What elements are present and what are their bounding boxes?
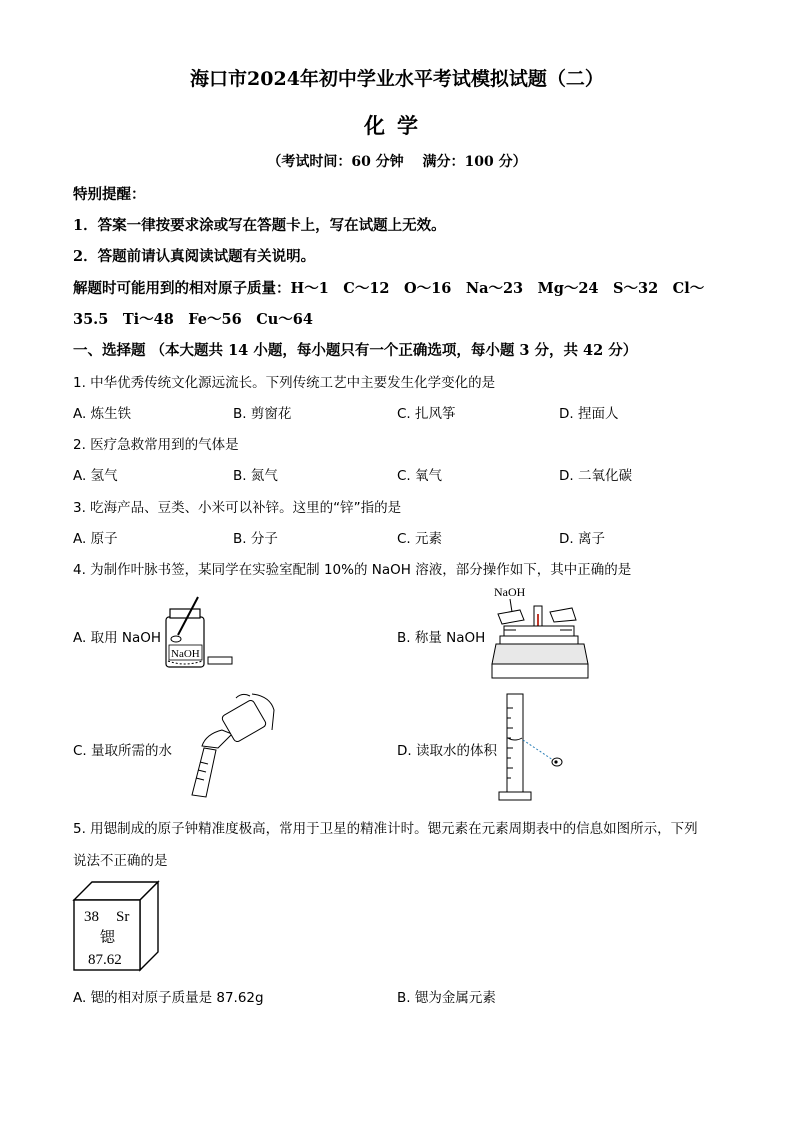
q4-option-d[interactable]: D. 读取水的体积: [397, 743, 497, 759]
atomic-mass-line-1: 解题时可能用到的相对原子质量：H～1 C～12 O～16 Na～23 Mg～24 S～32 Cl～: [73, 280, 705, 297]
element-name: 锶: [100, 930, 116, 946]
reagent-jar-illustration: [160, 595, 240, 677]
element-number: 38: [84, 909, 99, 925]
q3-option-b[interactable]: B. 分子: [233, 531, 278, 547]
pour-water-illustration: [182, 690, 282, 800]
atomic-mass-line-2: 35.5 Ti～48 Fe～56 Cu～64: [73, 311, 313, 328]
q2-option-c[interactable]: C. 氧气: [397, 468, 443, 484]
q1-option-d[interactable]: D. 捏面人: [559, 406, 619, 422]
q4-option-c[interactable]: C. 量取所需的水: [73, 743, 173, 759]
q3-option-c[interactable]: C. 元素: [397, 531, 443, 547]
question-5-stem-line-1: 5. 用锶制成的原子钟精准度极高，常用于卫星的精准计时。锶元素在元素周期表中的信息如图所示，下列: [73, 821, 698, 837]
q2-option-a[interactable]: A. 氢气: [73, 468, 118, 484]
question-4-stem: 4. 为制作叶脉书签，某同学在实验室配制 10%的 NaOH 溶液，部分操作如下，其中正确的是: [73, 562, 632, 578]
q5-option-a[interactable]: A. 锶的相对原子质量是 87.62g: [73, 990, 264, 1006]
q1-option-b[interactable]: B. 剪窗花: [233, 406, 292, 422]
strontium-element-card: [70, 878, 160, 976]
q5-option-b[interactable]: B. 锶为金属元素: [397, 990, 496, 1006]
element-mass: 87.62: [88, 952, 122, 968]
q4-option-b[interactable]: B. 称量 NaOH: [397, 630, 486, 646]
q1-option-c[interactable]: C. 扎风筝: [397, 406, 456, 422]
read-volume-illustration: [495, 688, 575, 808]
balance-illustration: [490, 582, 590, 682]
q1-option-a[interactable]: A. 炼生铁: [73, 406, 132, 422]
element-symbol: Sr: [116, 909, 130, 925]
notes-heading: 特别提醒：: [73, 186, 146, 203]
question-3-stem: 3. 吃海产品、豆类、小米可以补锌。这里的“锌”指的是: [73, 500, 402, 516]
q2-option-d[interactable]: D. 二氧化碳: [559, 468, 632, 484]
jar-label: NaOH: [171, 648, 200, 660]
note-item-1: 1．答案一律按要求涂或写在答题卡上，写在试题上无效。: [73, 217, 446, 234]
note-item-2: 2．答题前请认真阅读试题有关说明。: [73, 248, 316, 265]
q3-option-d[interactable]: D. 离子: [559, 531, 605, 547]
balance-label: NaOH: [494, 585, 526, 599]
q3-option-a[interactable]: A. 原子: [73, 531, 118, 547]
subject-title: 化学: [364, 113, 430, 138]
question-5-stem-line-2: 说法不正确的是: [73, 853, 168, 869]
question-2-stem: 2. 医疗急救常用到的气体是: [73, 437, 239, 453]
question-1-stem: 1. 中华优秀传统文化源远流长。下列传统工艺中主要发生化学变化的是: [73, 375, 496, 391]
q4-option-a[interactable]: A. 取用 NaOH: [73, 630, 162, 646]
page-title: 海口市2024年初中学业水平考试模拟试题（二）: [190, 68, 604, 90]
q2-option-b[interactable]: B. 氮气: [233, 468, 278, 484]
exam-info: （考试时间：60 分钟 满分：100 分）: [267, 154, 527, 170]
section-heading: 一、选择题 （本大题共 14 小题，每小题只有一个正确选项，每小题 3 分，共 42 分）: [73, 342, 638, 359]
